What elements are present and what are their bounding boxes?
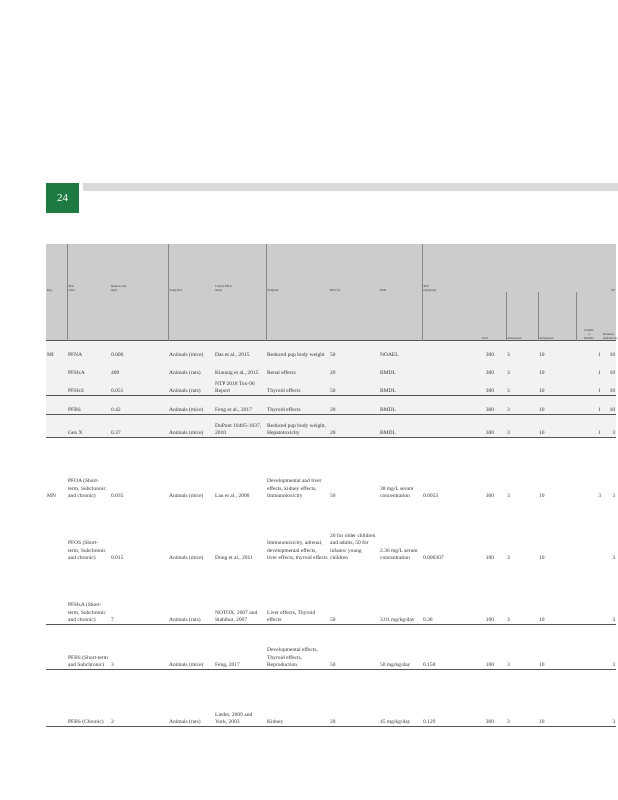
- col-percent: BW (%): [329, 244, 379, 292]
- row-study: Animals (mice): [168, 396, 214, 415]
- row-uf-inter: 3: [506, 396, 538, 415]
- row-percent: 20: [329, 359, 379, 377]
- row-percent: 50: [329, 625, 379, 670]
- page-number: 24: [46, 183, 79, 213]
- row-uf-inter: 3: [507, 554, 510, 561]
- row-value: 0.37: [110, 415, 168, 438]
- row-rfd: 0.000307: [423, 554, 444, 561]
- row-value: 3: [110, 625, 168, 670]
- row-rfd: [422, 396, 464, 415]
- table-row: [46, 562, 616, 625]
- row-region: [46, 359, 67, 377]
- row-uf-inter: 3: [506, 625, 538, 670]
- row-uf-intra: 10: [538, 670, 576, 727]
- row-region: [46, 625, 67, 670]
- row-uf-lsub: 1: [576, 359, 602, 377]
- row-rfd: [422, 359, 464, 377]
- row-pod: BMDL: [379, 396, 422, 415]
- row-effect: Immunotoxicity, adrenal, developmental effects, liver effects, thyroid effects: [267, 540, 328, 561]
- row-uf-db: 10: [602, 359, 616, 377]
- row-percent: 50: [330, 616, 336, 623]
- table-body: [46, 341, 616, 727]
- row-chemical: PFHxA: [67, 359, 110, 377]
- row-region: [46, 562, 67, 625]
- row-chemical: PFBS (Chronic): [67, 670, 110, 727]
- col-uf: UF: [464, 244, 616, 292]
- row-region: [46, 415, 67, 438]
- row-reference: DuPont 18405-1037, 2010: [214, 415, 266, 438]
- row-study: Animals (rats): [168, 359, 214, 377]
- row-uf-total: 100: [485, 554, 494, 561]
- row-reference: NTP 2018 Tox-96 Report: [214, 377, 266, 396]
- row-uf-db: 3: [602, 415, 616, 438]
- row-pod: 2.36 mg/L serum concentration: [380, 547, 418, 561]
- row-pod: BMDL: [379, 377, 422, 396]
- row-value: 2: [110, 670, 168, 727]
- row-region: MN: [46, 438, 67, 501]
- table-header: [46, 244, 616, 341]
- row-value: 0.051: [110, 377, 168, 396]
- table-row: [46, 625, 616, 670]
- row-effect: Thyroid effects: [266, 377, 329, 396]
- row-region: [46, 377, 67, 396]
- row-chemical: PFOS (Short-term, Subchronic and chronic): [68, 540, 106, 561]
- row-value: 0.42: [110, 396, 168, 415]
- col-pod: POD: [379, 244, 422, 292]
- row-uf-total: 300: [464, 670, 506, 727]
- row-uf-intra: 10: [538, 625, 576, 670]
- col-study: Study Ref.: [168, 244, 214, 292]
- row-pod: BMDL: [379, 359, 422, 377]
- row-uf-db: 3: [612, 554, 616, 561]
- col-rfd: RfD mg/kg/day: [422, 244, 464, 292]
- row-effect: Reduced pup body weight, Hepatotoxicity: [266, 415, 329, 438]
- row-region: [46, 500, 67, 562]
- col-uf-db: Database deficiencies: [602, 292, 616, 341]
- row-reference: Klaunig et al., 2015: [214, 359, 266, 377]
- row-uf-inter: 3: [506, 415, 538, 438]
- row-rfd: 0.38: [423, 616, 433, 623]
- row-uf-total: 300: [464, 438, 506, 501]
- row-uf-lsub: 3: [576, 438, 602, 501]
- row-value: 0.006: [110, 341, 168, 360]
- row-uf-lsub: [576, 500, 602, 562]
- pfas-table: [46, 244, 616, 727]
- row-effect: Kidney: [266, 670, 329, 727]
- row-study: Animals (rats): [168, 670, 214, 727]
- row-uf-lsub: 1: [576, 415, 602, 438]
- row-rfd: 0.158: [422, 625, 464, 670]
- row-chemical: PFHxA (Short-term, Subchronic and chronic): [68, 602, 106, 623]
- row-uf-total: 300: [464, 359, 506, 377]
- col-uf-intra: Intraspecies: [538, 292, 576, 341]
- col-value: Intake Level mg/L: [110, 244, 168, 292]
- row-reference: NOTOX, 2007 and Stahlhut, 2007: [215, 609, 258, 623]
- row-study: Animals (rats): [169, 616, 201, 623]
- row-rfd: [422, 341, 464, 360]
- row-uf-total: 100: [464, 625, 506, 670]
- row-study: Animals (rats): [168, 377, 214, 396]
- row-percent: 20: [329, 415, 379, 438]
- row-rfd: [422, 377, 464, 396]
- row-reference: Lieder, 2009 and York, 2003: [214, 670, 266, 727]
- row-chemical: PFBS: [67, 396, 110, 415]
- row-pod: 3.01 mg/kg/day: [380, 616, 415, 623]
- row-uf-db: 10: [602, 377, 616, 396]
- row-uf-inter: 3: [506, 438, 538, 501]
- row-rfd: [422, 415, 464, 438]
- row-study: Animals (mice): [168, 625, 214, 670]
- row-percent: 20: [329, 670, 379, 727]
- row-pod: 45 mg/kg/day: [379, 670, 422, 727]
- row-uf-lsub: 1: [576, 396, 602, 415]
- row-uf-inter: 3: [506, 341, 538, 360]
- row-uf-lsub: [576, 562, 602, 625]
- row-percent: 20 for older children and adults, 50 for infants/ young children: [330, 533, 376, 561]
- row-region: MI: [46, 341, 67, 360]
- row-uf-intra: 10: [538, 341, 576, 360]
- row-rfd: 0.0053: [422, 438, 464, 501]
- row-uf-total: 300: [464, 341, 506, 360]
- row-reference: Lau et al., 2006: [214, 438, 266, 501]
- row-uf-lsub: [576, 670, 602, 727]
- row-value: 7: [111, 616, 114, 623]
- row-uf-db: 3: [602, 625, 616, 670]
- row-region: [46, 396, 67, 415]
- row-study: Animals (mice): [168, 341, 214, 360]
- row-effect: Liver effects, Thyroid effects: [267, 609, 316, 623]
- row-uf-intra: 10: [538, 359, 576, 377]
- row-uf-intra: 10: [538, 396, 576, 415]
- table-row: [46, 377, 616, 396]
- col-chemical: PFA subst.: [67, 244, 110, 292]
- row-reference: Feng, 2017: [214, 625, 266, 670]
- table-row: [46, 500, 616, 562]
- row-uf-total: 300: [464, 377, 506, 396]
- row-uf-db: 10: [602, 341, 616, 360]
- row-uf-total: 100: [485, 616, 494, 623]
- table-row: [46, 396, 616, 415]
- table-row: [46, 438, 616, 501]
- row-percent: 50: [329, 377, 379, 396]
- col-uf-total: Total: [464, 292, 506, 341]
- table-row: [46, 415, 616, 438]
- table-row: [46, 670, 616, 727]
- row-uf-intra: 10: [538, 415, 576, 438]
- row-pod: NOAEL: [379, 341, 422, 360]
- row-effect: Reduced pup body weight: [266, 341, 329, 360]
- col-uf-lsub: LOAEL to NOAEL: [576, 292, 602, 341]
- row-uf-intra: 10: [538, 377, 576, 396]
- row-reference: Das et al., 2015: [214, 341, 266, 360]
- col-uf-inter: Interspecies: [506, 292, 538, 341]
- row-uf-db: 3: [612, 616, 616, 623]
- row-pod: BMDL: [379, 415, 422, 438]
- row-reference: Feng et al., 2017: [214, 396, 266, 415]
- row-uf-intra: 10: [538, 438, 576, 501]
- row-effect: Developmental and liver effects, kidney effects, Immunotoxicity: [266, 438, 329, 501]
- row-uf-total: 300: [464, 415, 506, 438]
- row-value: 400: [110, 359, 168, 377]
- row-effect: Developmental effects, Thyroid effects, Reproduction: [266, 625, 329, 670]
- row-value: 0.035: [110, 438, 168, 501]
- table-row: [46, 341, 616, 360]
- row-value: 0.015: [111, 554, 124, 561]
- row-percent: 50: [329, 438, 379, 501]
- row-effect: Renal effects: [266, 359, 329, 377]
- row-effect: Thyroid effects: [266, 396, 329, 415]
- row-pod: 50 mg/kg/day: [379, 625, 422, 670]
- row-uf-inter: 3: [506, 377, 538, 396]
- row-chemical: Gen X: [67, 415, 110, 438]
- row-uf-lsub: 1: [576, 341, 602, 360]
- row-percent: 50: [329, 341, 379, 360]
- header-bar: [83, 183, 618, 191]
- table-row: [46, 359, 616, 377]
- row-uf-db: 10: [602, 396, 616, 415]
- row-region: [46, 670, 67, 727]
- row-study: Animals (mice): [168, 438, 214, 501]
- row-uf-intra: 10: [539, 616, 545, 623]
- row-chemical: PFBS (Short-term and Subchronic): [67, 625, 110, 670]
- row-rfd: 0.129: [422, 670, 464, 727]
- row-chemical: PFHxS: [67, 377, 110, 396]
- row-uf-inter: 3: [507, 616, 510, 623]
- col-reference: Critical Effect Study: [214, 244, 266, 292]
- row-pod: 38 mg/L serum concentration: [379, 438, 422, 501]
- row-chemical: PFNA: [67, 341, 110, 360]
- row-study: Animals (mice): [168, 415, 214, 438]
- row-percent: 20: [329, 396, 379, 415]
- row-uf-lsub: 1: [576, 377, 602, 396]
- row-uf-db: 3: [602, 670, 616, 727]
- row-study: Animals (mice): [169, 554, 204, 561]
- row-uf-total: 300: [464, 396, 506, 415]
- row-chemical: PFOA (Short-term, Subchronic and chronic): [67, 438, 110, 501]
- col-endpoint: Endpoint: [266, 244, 329, 292]
- row-uf-lsub: [576, 625, 602, 670]
- row-reference: Dong et al., 2011: [215, 554, 253, 561]
- row-uf-intra: 10: [539, 554, 545, 561]
- row-uf-db: 3: [602, 438, 616, 501]
- row-uf-inter: 3: [506, 670, 538, 727]
- col-region: Reg.: [46, 244, 67, 292]
- row-uf-inter: 3: [506, 359, 538, 377]
